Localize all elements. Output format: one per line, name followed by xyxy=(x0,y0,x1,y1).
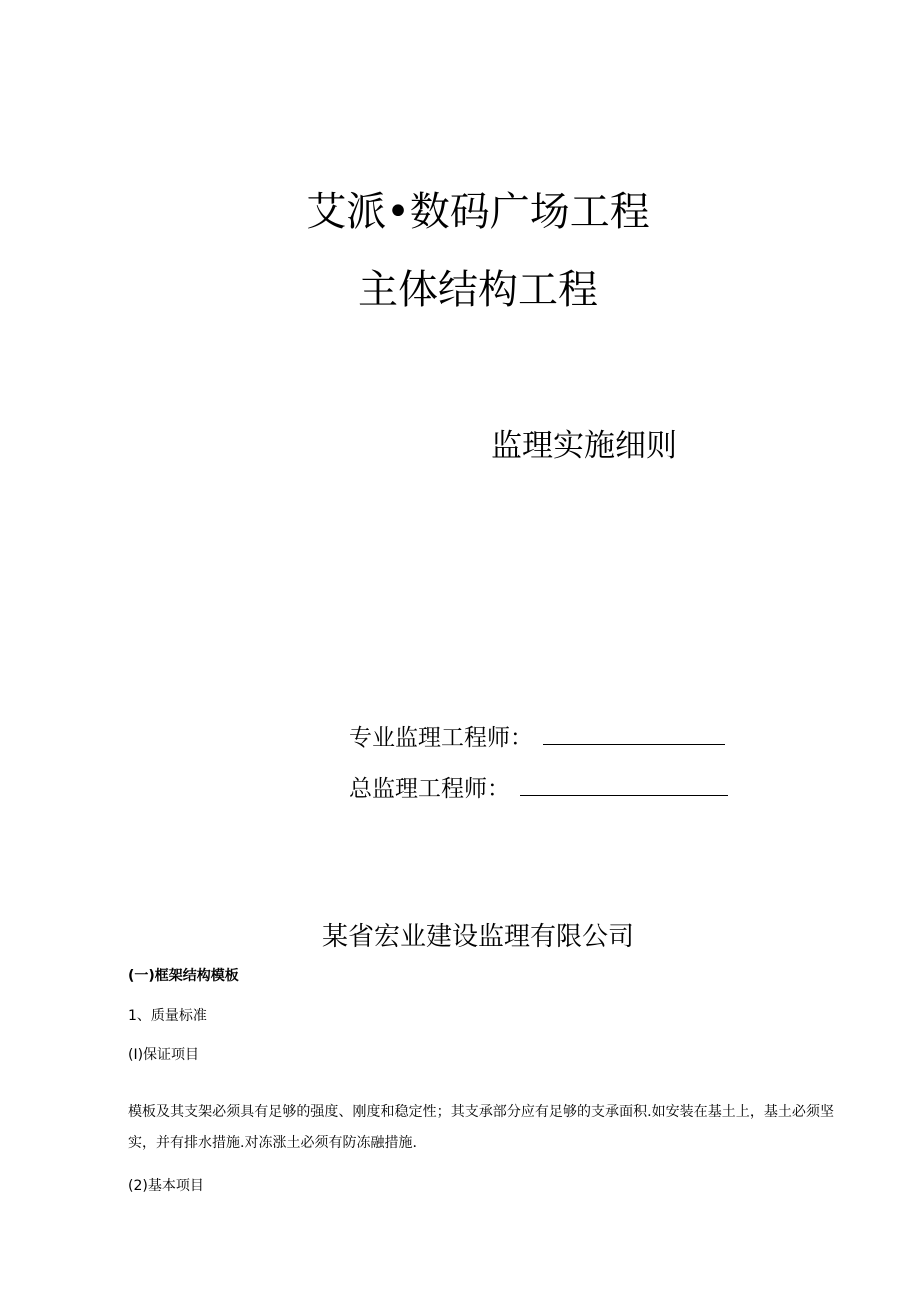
signature-label: 总监理工程师： xyxy=(349,776,510,802)
signature-blank-line xyxy=(543,722,725,745)
project-title: 艾派•数码广场工程 xyxy=(306,189,650,235)
subitem-heading: (I)保证项目 xyxy=(128,1047,200,1063)
project-subtitle: 主体结构工程 xyxy=(358,267,598,313)
signature-label: 专业监理工程师： xyxy=(349,725,533,751)
item-heading: 1、质量标准 xyxy=(128,1008,207,1024)
signature-chief-engineer xyxy=(349,773,728,805)
section-heading: (一)框架结构模板 xyxy=(128,968,239,984)
body-paragraph: 模板及其支架必须具有足够的强度、刚度和稳定性；其支承部分应有足够的支承面积.如安装在基土上，基土必须坚实，并有排水措施.对冻涨土必须有防冻融措施. xyxy=(128,1104,834,1151)
signature-specialist-engineer xyxy=(349,722,725,754)
subitem-heading: (2)基本项目 xyxy=(128,1178,204,1194)
document-title: 监理实施细则 xyxy=(491,428,677,464)
company-name: 某省宏业建设监理有限公司 xyxy=(321,922,634,952)
signature-blank-line xyxy=(520,773,728,796)
